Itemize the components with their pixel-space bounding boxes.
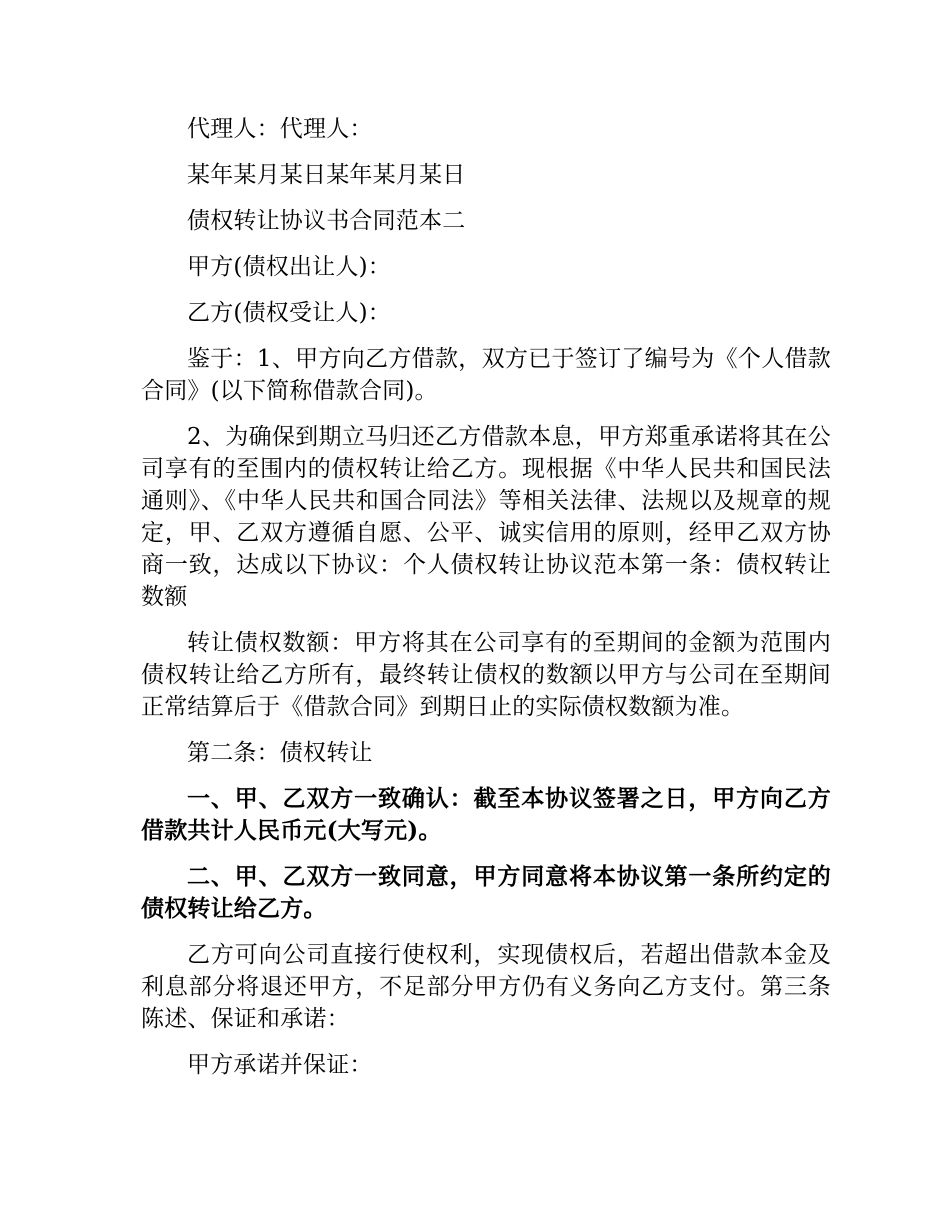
paragraph-whereas-2: 2、为确保到期立马归还乙方借款本息，甲方郑重承诺将其在公司享有的至围内的债权转让给乙方。现根据《中华人民共和国民法通则》、《中华人民共和国合同法》等相关法律、法规以及规章的规定，甲、乙双方遵循自愿、公平、诚实信用的原则，经甲乙双方协商一致，达成以下协议：个人债权转让协议范本第一条：债权转让数额: [141, 424, 831, 610]
paragraph-whereas-1: 鉴于：1、甲方向乙方借款，双方已于签订了编号为《个人借款合同》(以下简称借款合同)。: [141, 346, 831, 404]
paragraph-transfer-amount: 转让债权数额：甲方将其在公司享有的至期间的金额为范围内债权转让给乙方所有，最终转让债权的数额以甲方与公司在至期间正常结算后于《借款合同》到期日止的实际债权数额为准。: [141, 630, 831, 720]
document-body: [141, 113, 831, 1095]
paragraph-contract-title: 债权转让协议书合同范本二: [187, 208, 466, 234]
paragraph-article-2-heading: 第二条：债权转让: [187, 740, 373, 766]
paragraph-article-2-item-1: 一、甲、乙双方一致确认：截至本协议签署之日，甲方向乙方借款共计人民币元(大写元)。: [141, 785, 831, 844]
paragraph-party-a-commitment: 甲方承诺并保证：: [187, 1052, 373, 1078]
paragraph-party-b-rights: 乙方可向公司直接行使权利，实现债权后，若超出借款本金及利息部分将退还甲方，不足部分甲方仍有义务向乙方支付。第三条陈述、保证和承诺：: [141, 942, 831, 1032]
paragraph-party-b: 乙方(债权受让人)：: [187, 300, 391, 326]
paragraph-date-line: 某年某月某日某年某月某日: [187, 162, 466, 188]
paragraph-party-a: 甲方(债权出让人)：: [187, 254, 391, 280]
paragraph-agent-line: 代理人：代理人：: [187, 116, 373, 142]
paragraph-article-2-item-2: 二、甲、乙双方一致同意，甲方同意将本协议第一条所约定的债权转让给乙方。: [141, 863, 831, 922]
